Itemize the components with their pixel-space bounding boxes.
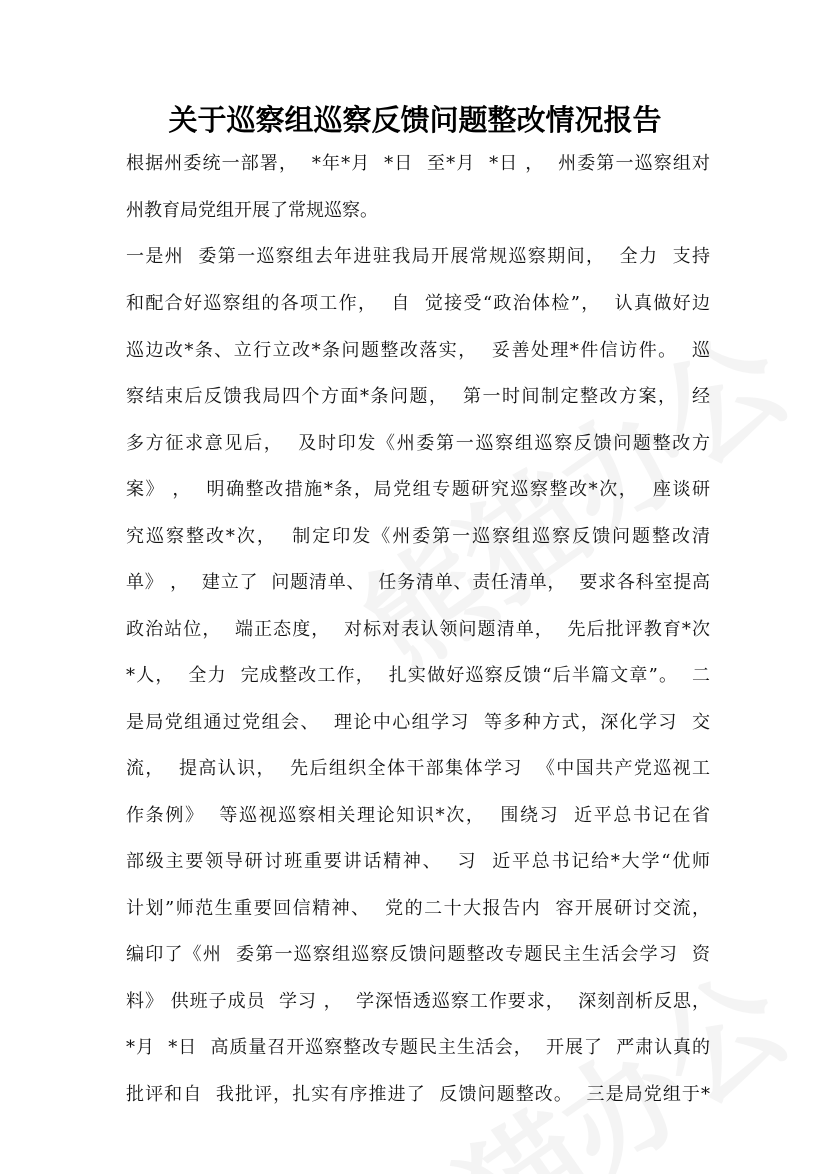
body-line: 政治站位， 端正态度， 对标对表认领问题清单， 先后批评教育*次 [126, 619, 710, 640]
body-line: *人， 全力 完成整改工作， 扎实做好巡察反馈“后半篇文章”。 二 [126, 665, 710, 686]
document-title: 关于巡察组巡察反馈问题整改情况报告 [168, 103, 662, 137]
body-line: 一是州 委第一巡察组去年进驻我局开展常规巡察期间， 全力 支持 [126, 246, 710, 267]
body-line: 和配合好巡察组的各项工作， 自 觉接受“政治体检”， 认真做好边 [126, 293, 710, 314]
body-line: 料》 供班子成员 学习 ， 学深悟透巡察工作要求， 深刻剖析反思， [126, 991, 710, 1012]
body-line: 部级主要领导研讨班重要讲话精神、 习 近平总书记给*大学“优师 [126, 851, 710, 872]
body-line: 多方征求意见后， 及时印发《州委第一巡察组巡察反馈问题整改方 [126, 433, 710, 454]
body-line: 案》 ， 明确整改措施*条，局党组专题研究巡察整改*次， 座谈研 [126, 479, 710, 500]
body-line: 编印了《州 委第一巡察组巡察反馈问题整改专题民主生活会学习 资 [126, 944, 710, 965]
body-line: 批评和自 我批评，扎实有序推进了 反馈问题整改。 三是局党组于* [126, 1084, 710, 1105]
body-line: 巡边改*条、立行立改*条问题整改落实， 妥善处理*件信访件。 巡 [126, 340, 710, 361]
body-line: *月 *日 高质量召开巡察整改专题民主生活会， 开展了 严肃认真的 [126, 1037, 710, 1058]
body-line: 察结束后反馈我局四个方面*条问题， 第一时间制定整改方案， 经 [126, 386, 710, 407]
body-line: 单》 ， 建立了 问题清单、 任务清单、责任清单， 要求各科室提高 [126, 572, 710, 593]
body-line: 流， 提高认识， 先后组织全体干部集体学习 《中国共产党巡视工 [126, 758, 710, 779]
body-line: 州教育局党组开展了常规巡察。 [126, 200, 378, 221]
body-line: 作条例》 等巡视巡察相关理论知识*次， 围绕习 近平总书记在省 [126, 805, 710, 826]
body-line: 是局党组通过党组会、 理论中心组学习 等多种方式，深化学习 交 [126, 712, 710, 733]
body-line: 计划”师范生重要回信精神、 党的二十大报告内 容开展研讨交流， [126, 898, 710, 919]
body-line: 究巡察整改*次， 制定印发《州委第一巡察组巡察反馈问题整改清 [126, 526, 710, 547]
body-line: 根据州委统一部署， *年*月 *日 至*月 *日 ， 州委第一巡察组对 [126, 153, 710, 174]
